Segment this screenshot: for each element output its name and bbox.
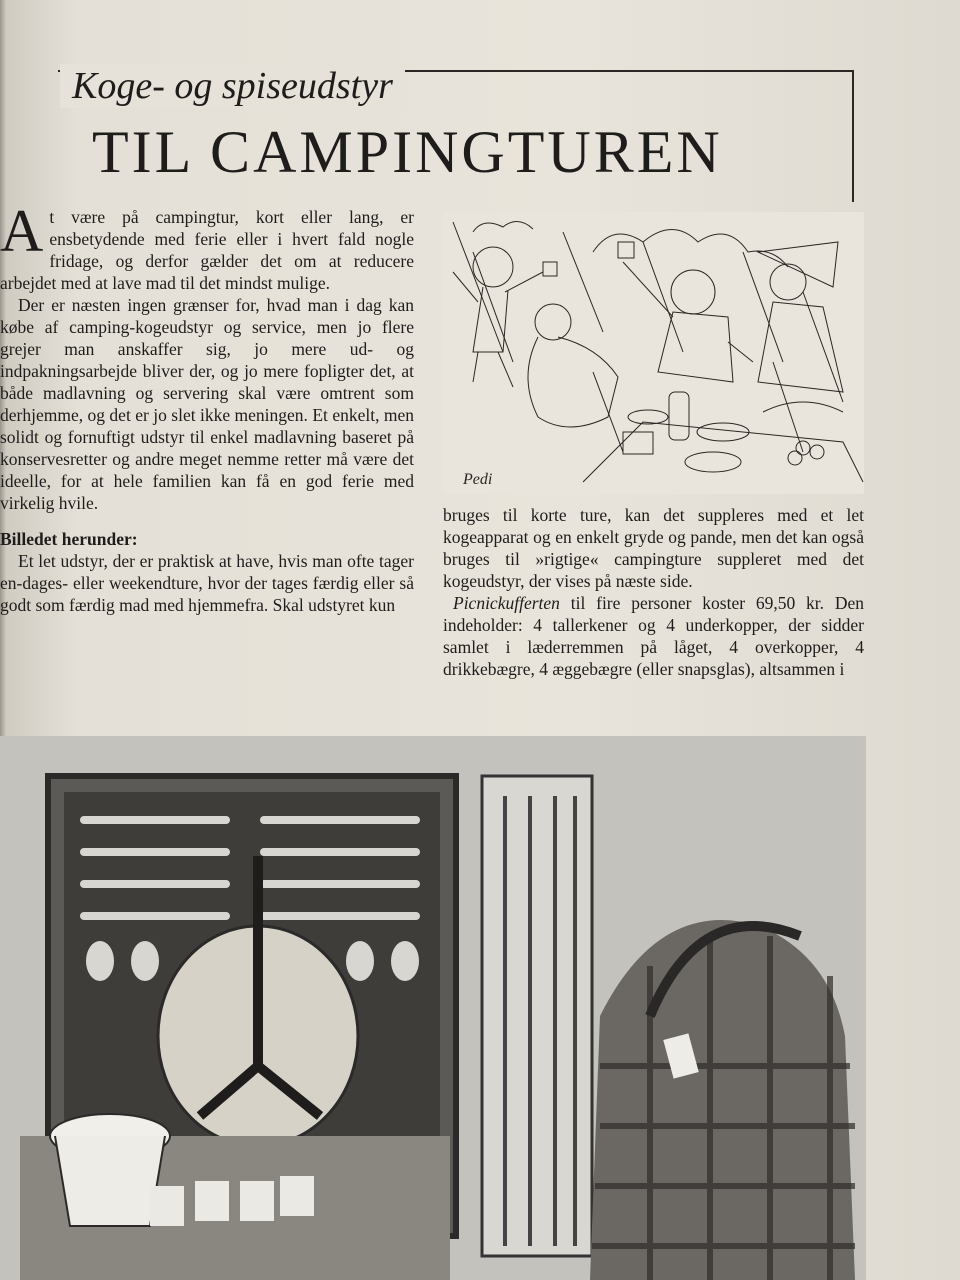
left-text-column bbox=[0, 198, 414, 616]
product-name: Picnickufferten bbox=[453, 593, 560, 613]
product-description: til fire personer koster 69,50 kr. Den indeholder: 4 tallerkener og 4 underkopper, der sidder samlet i læderremmen på låget, 4 overkopper, 4 drikkebægre, 4 æggebægre (eller snapsglas), altsammen i bbox=[443, 593, 864, 679]
body-paragraph-2: Der er næsten ingen grænser for, hvad man i dag kan købe af camping-kogeudstyr og service, men jo flere grejer man anskaffer sig, jo mere ud- og indpakningsarbejde bliver der, og jo mere fopligter det, at både madlavning og servering skal være omtrent som derhjemme, og det er jo slet ikke meningen. Et enkelt, men solidt og fornuftigt udstyr til enkel madlavning baseret på konservesretter og andre meget nemme retter må være det ideelle, for at hele familien kan få en god ferie med virkelig hvile. bbox=[0, 295, 414, 513]
body-paragraph-3: Et let udstyr, der er praktisk at have, hvis man ofte tager en-dages- eller weekendture, hvor der tages færdig eller så godt som færdig mad med hjemmefra. Skal udstyret kun bbox=[0, 551, 414, 615]
drop-cap: A bbox=[0, 198, 44, 264]
illustrator-signature: Pedi bbox=[463, 471, 493, 488]
article-kicker: Koge- og spiseudstyr bbox=[60, 64, 405, 108]
right-text-column bbox=[443, 504, 864, 680]
intro-paragraph bbox=[0, 198, 414, 294]
camping-illustration bbox=[443, 212, 864, 494]
intro-text: t være på campingtur, kort eller lang, er ensbetydende med ferie eller i hvert fald nogle fridage, og derfor gælder det om at reducere arbejdet med at lave mad til det mindst mulige. bbox=[0, 207, 414, 293]
rain-picnic-drawing bbox=[443, 212, 864, 494]
right-paragraph-1: bruges til korte ture, kan det suppleres med et let kogeapparat og en enkelt gryde og pande, men det kan også bruges til »rigtige« campingture suppleret med det kogeudstyr, der vises på næste side. bbox=[443, 505, 864, 591]
picnic-case-image bbox=[0, 736, 866, 1280]
picnic-case-photo bbox=[0, 736, 866, 1280]
article-title: TIL CAMPINGTUREN bbox=[92, 119, 723, 185]
photo-subheading: Billedet herunder: bbox=[0, 529, 138, 549]
right-paragraph-2 bbox=[443, 592, 864, 680]
